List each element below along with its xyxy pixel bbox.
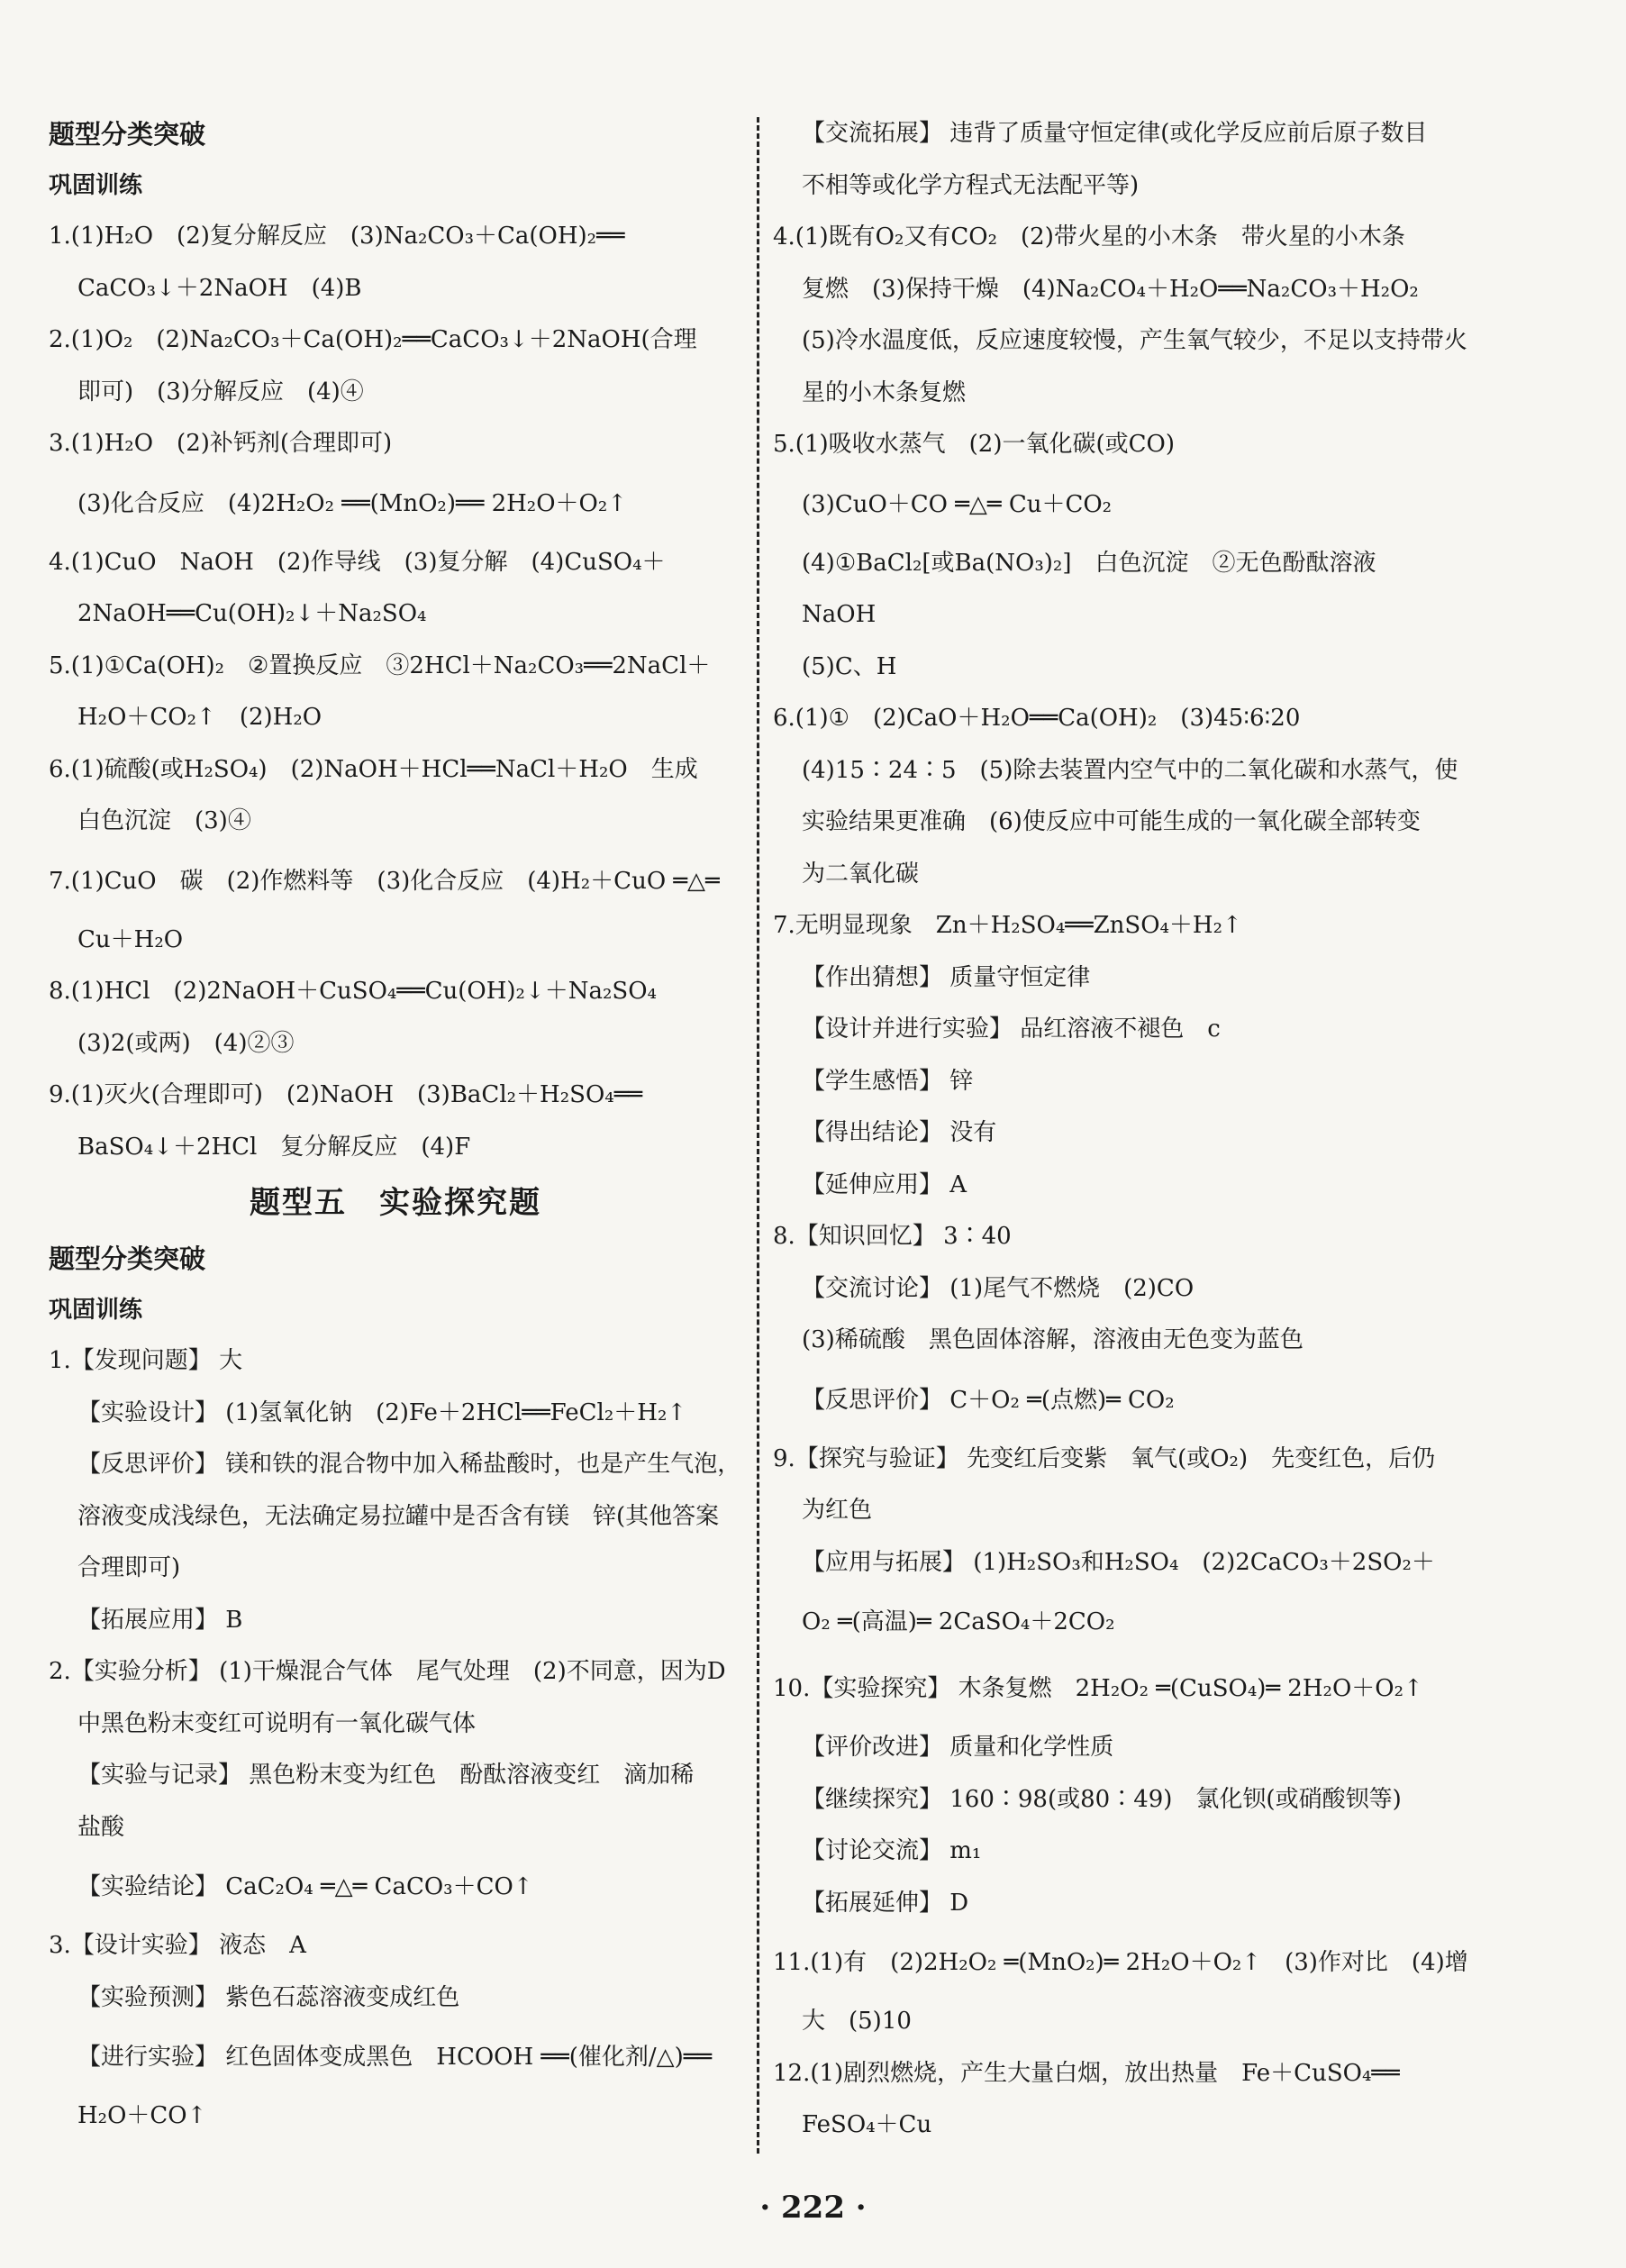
answer-line: 【评价改进】 质量和化学性质 — [802, 1734, 1114, 1761]
answer-line: 【延伸应用】 A — [802, 1170, 967, 1198]
answer-line: BaSO₄↓＋2HCl 复分解反应 (4)F — [77, 1133, 471, 1161]
answer-line: 实验结果更准确 (6)使反应中可能生成的一氧化碳全部转变 — [802, 808, 1421, 835]
answer-line: H₂O＋CO₂↑ (2)H₂O — [77, 704, 322, 731]
answer-line: 为红色 — [802, 1497, 873, 1524]
section-subtitle: 巩固训练 — [49, 172, 143, 199]
answer-line: (4)①BaCl₂[或Ba(NO₃)₂] 白色沉淀 ②无色酚酞溶液 — [802, 549, 1376, 577]
answer-line: 【反思评价】 C＋O₂ ═(点燃)═ CO₂ — [802, 1386, 1175, 1414]
answer-line: 大 (5)10 — [802, 2008, 912, 2035]
answer-line: 6.(1)① (2)CaO＋H₂O══Ca(OH)₂ (3)45∶6∶20 — [773, 705, 1301, 732]
answer-line: (3)化合反应 (4)2H₂O₂ ══(MnO₂)══ 2H₂O＋O₂↑ — [77, 489, 628, 517]
answer-line: 7.无明显现象 Zn＋H₂SO₄══ZnSO₄＋H₂↑ — [773, 912, 1242, 939]
answer-line: (5)C、H — [802, 652, 897, 680]
answer-line: 盐酸 — [77, 1813, 125, 1841]
answer-line: 为二氧化碳 — [802, 860, 920, 888]
answer-line: 【实验设计】 (1)氢氧化钠 (2)Fe＋2HCl══FeCl₂＋H₂↑ — [77, 1398, 687, 1426]
answer-line: (3)CuO＋CO ═△═ Cu＋CO₂ — [802, 490, 1113, 518]
answer-line: 1.(1)H₂O (2)复分解反应 (3)Na₂CO₃＋Ca(OH)₂══ — [49, 223, 625, 250]
answer-line: 【交流讨论】 (1)尾气不燃烧 (2)CO — [802, 1274, 1195, 1302]
answer-line: FeSO₄＋Cu — [802, 2111, 932, 2138]
answer-line: 【讨论交流】 m₁ — [802, 1837, 982, 1864]
answer-line: 白色沉淀 (3)④ — [77, 807, 251, 834]
answer-line: 9.【探究与验证】 先变红后变紫 氧气(或O₂) 先变红色，后仍 — [773, 1444, 1436, 1472]
answer-line: 【设计并进行实验】 品红溶液不褪色 c — [802, 1016, 1221, 1043]
answer-line: 11.(1)有 (2)2H₂O₂ ═(MnO₂)═ 2H₂O＋O₂↑ (3)作对比 (4)增 — [773, 1949, 1468, 1976]
answer-line: 【反思评价】 镁和铁的混合物中加入稀盐酸时，也是产生气泡， — [77, 1451, 741, 1478]
answer-line: 中黑色粉末变红可说明有一氧化碳气体 — [77, 1709, 477, 1737]
answer-line: 3.(1)H₂O (2)补钙剂(合理即可) — [49, 430, 393, 457]
answer-line: 5.(1)吸收水蒸气 (2)一氧化碳(或CO) — [773, 431, 1175, 458]
answer-line: O₂ ═(高温)═ 2CaSO₄＋2CO₂ — [802, 1608, 1115, 1635]
answer-line: 【拓展应用】 B — [77, 1606, 243, 1634]
answer-line: CaCO₃↓＋2NaOH (4)B — [77, 274, 362, 302]
answer-line: 【交流拓展】 违背了质量守恒定律(或化学反应前后原子数目 — [802, 120, 1428, 147]
answer-line: 2NaOH══Cu(OH)₂↓＋Na₂SO₄ — [77, 600, 427, 627]
answer-line: 2.【实验分析】 (1)干燥混合气体 尾气处理 (2)不同意，因为D — [49, 1658, 726, 1685]
answer-line: 4.(1)CuO NaOH (2)作导线 (3)复分解 (4)CuSO₄＋ — [49, 548, 666, 576]
answer-line: 【得出结论】 没有 — [802, 1119, 997, 1146]
answer-line: 【继续探究】 160∶98(或80∶49) 氯化钡(或硝酸钡等) — [802, 1785, 1402, 1813]
answer-line: 星的小木条复燃 — [802, 378, 967, 406]
right-column — [773, 108, 1467, 2152]
answer-line: 4.(1)既有O₂又有CO₂ (2)带火星的小木条 带火星的小木条 — [773, 223, 1405, 250]
answer-line: H₂O＋CO↑ — [77, 2102, 207, 2129]
section-subtitle: 巩固训练 — [49, 1297, 143, 1324]
answer-line: 【进行实验】 红色固体变成黑色 HCOOH ══(催化剂/△)══ — [77, 2044, 713, 2071]
answer-line: 【实验与记录】 黑色粉末变为红色 酚酞溶液变红 滴加稀 — [77, 1762, 695, 1789]
answer-line: 9.(1)灭火(合理即可) (2)NaOH (3)BaCl₂＋H₂SO₄══ — [49, 1081, 643, 1108]
answer-line: NaOH — [802, 601, 877, 628]
answer-line: (5)冷水温度低，反应速度较慢，产生氧气较少，不足以支持带火 — [802, 327, 1467, 354]
chapter-title: 题型五 实验探究题 — [250, 1185, 541, 1221]
answer-line: 10.【实验探究】 木条复燃 2H₂O₂ ═(CuSO₄)═ 2H₂O＋O₂↑ — [773, 1675, 1423, 1702]
answer-line: (3)稀硫酸 黑色固体溶解，溶液由无色变为蓝色 — [802, 1326, 1304, 1353]
page-number: · 222 · — [759, 2190, 867, 2226]
answer-line: 【应用与拓展】 (1)H₂SO₃和H₂SO₄ (2)2CaCO₃＋2SO₂＋ — [802, 1548, 1435, 1576]
answer-line: (3)2(或两) (4)②③ — [77, 1029, 295, 1057]
answer-line: 8.(1)HCl (2)2NaOH＋CuSO₄══Cu(OH)₂↓＋Na₂SO₄ — [49, 978, 657, 1005]
left-column — [49, 108, 742, 2143]
section-title: 题型分类突破 — [49, 119, 206, 150]
answer-line: 【实验结论】 CaC₂O₄ ═△═ CaCO₃＋CO↑ — [77, 1873, 533, 1900]
answer-line: 1.【发现问题】 大 — [49, 1347, 243, 1374]
answer-line: 12.(1)剧烈燃烧，产生大量白烟，放出热量 Fe＋CuSO₄══ — [773, 2059, 1400, 2087]
answer-line: 复燃 (3)保持干燥 (4)Na₂CO₄＋H₂O══Na₂CO₃＋H₂O₂ — [802, 275, 1419, 303]
answer-line: 合理即可) — [77, 1554, 181, 1581]
answer-line: (4)15∶24∶5 (5)除去装置内空气中的二氧化碳和水蒸气，使 — [802, 756, 1458, 784]
answer-line: 3.【设计实验】 液态 A — [49, 1932, 306, 1959]
answer-line: 【作出猜想】 质量守恒定律 — [802, 963, 1091, 991]
answer-line: 6.(1)硫酸(或H₂SO₄) (2)NaOH＋HCl══NaCl＋H₂O 生成 — [49, 755, 698, 783]
answer-line: 【实验预测】 紫色石蕊溶液变成红色 — [77, 1983, 460, 2011]
answer-line: 溶液变成浅绿色，无法确定易拉罐中是否含有镁 锌(其他答案 — [77, 1502, 720, 1530]
answer-line: 7.(1)CuO 碳 (2)作燃料等 (3)化合反应 (4)H₂＋CuO ═△═ — [49, 867, 720, 895]
section-title: 题型分类突破 — [49, 1243, 206, 1274]
answer-line: 【拓展延伸】 D — [802, 1889, 969, 1917]
answer-line: 8.【知识回忆】 3∶40 — [773, 1223, 1012, 1250]
answer-line: 即可) (3)分解反应 (4)④ — [77, 378, 364, 405]
answer-line: 不相等或化学方程式无法配平等) — [802, 171, 1140, 199]
column-divider — [757, 117, 759, 2154]
answer-line: 2.(1)O₂ (2)Na₂CO₃＋Ca(OH)₂══CaCO₃↓＋2NaOH(合理 — [49, 326, 697, 353]
answer-line: Cu＋H₂O — [77, 925, 184, 953]
answer-line: 5.(1)①Ca(OH)₂ ②置换反应 ③2HCl＋Na₂CO₃══2NaCl＋ — [49, 651, 711, 679]
answer-line: 【学生感悟】 锌 — [802, 1067, 974, 1095]
